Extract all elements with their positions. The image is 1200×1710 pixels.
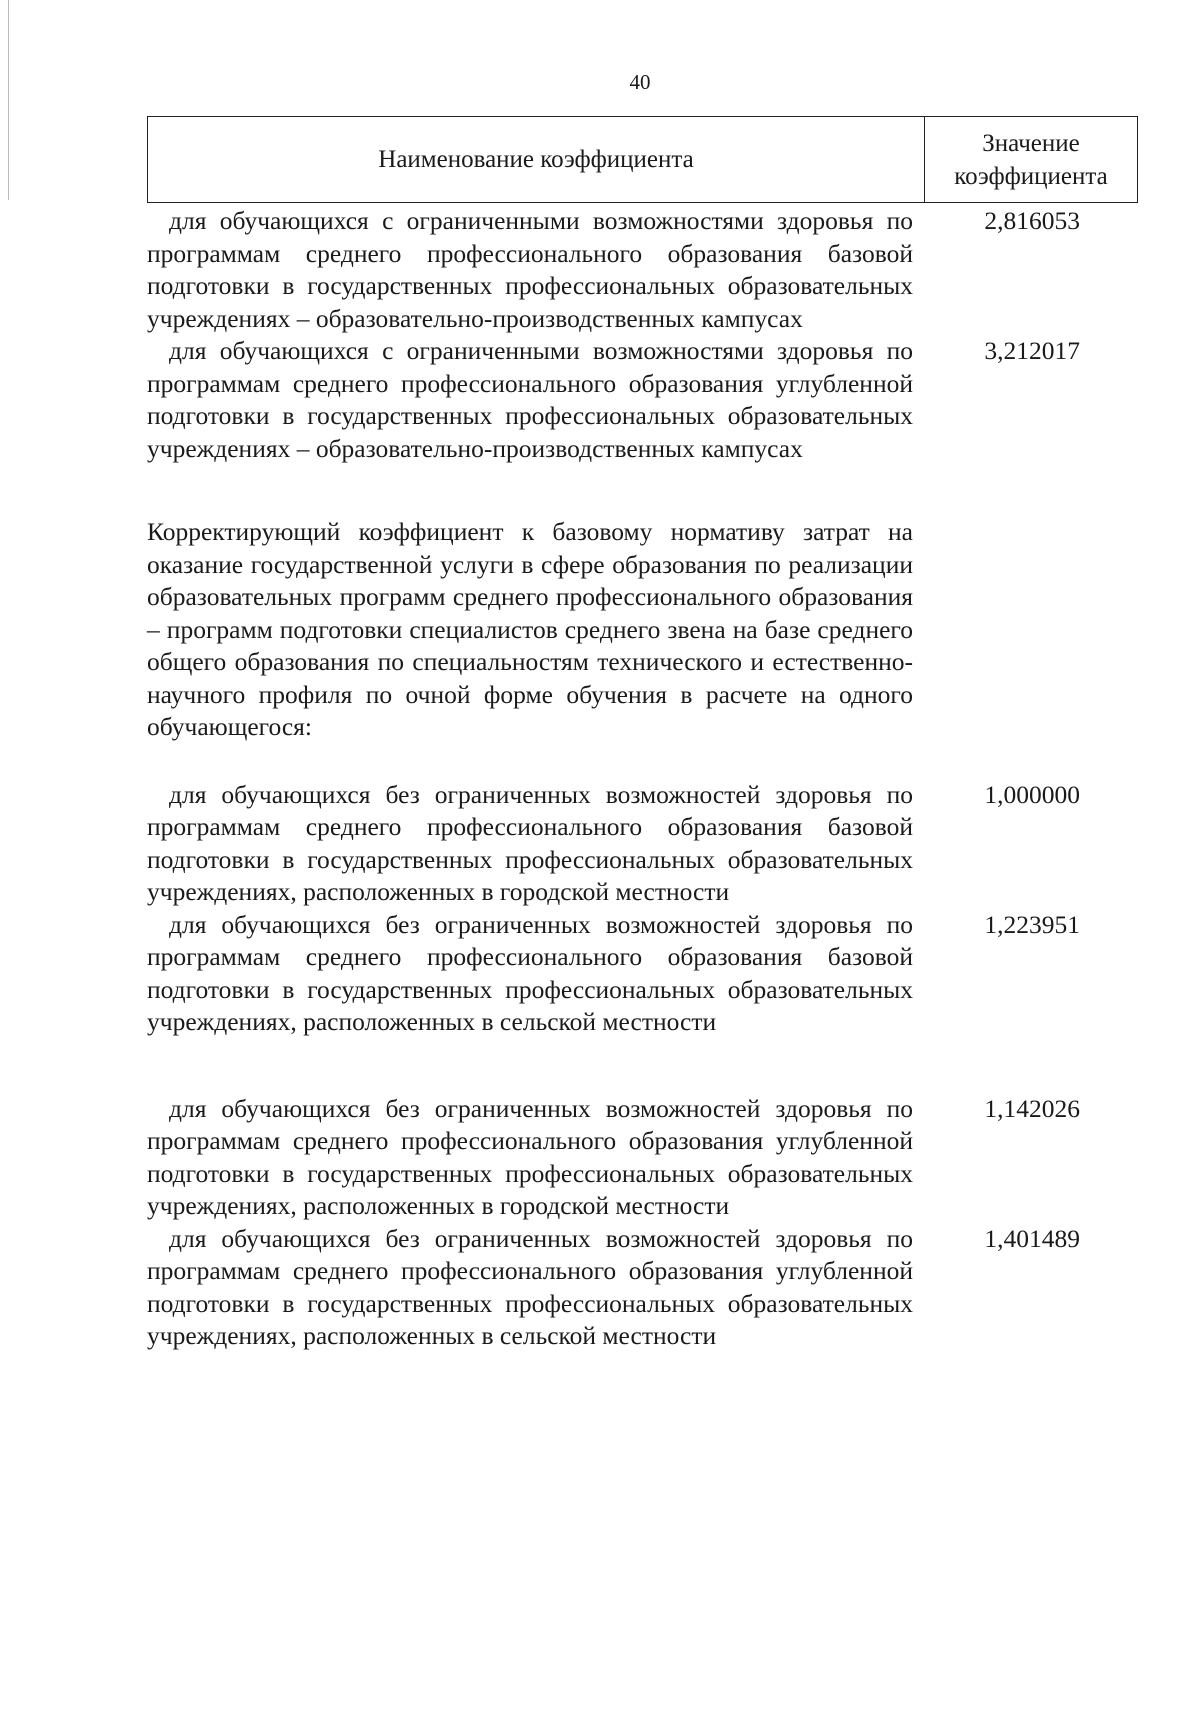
table-row (147, 1093, 1138, 1223)
table-row (147, 909, 1138, 1039)
header-value-line1: Значение (982, 129, 1080, 157)
coefficient-description: для обучающихся без ограниченных возможностей здоровья по программам среднего профессионального образования углубленной подготовки в государственных профессиональных образовательных учреждениях, расположенных в городской местности (147, 1093, 913, 1220)
coefficient-value: 1,000000 (984, 779, 1080, 809)
table-row (147, 1223, 1138, 1353)
table-row (147, 779, 1138, 909)
coefficient-value: 2,816053 (984, 206, 1080, 235)
header-value-column (925, 117, 1137, 202)
table-row (147, 205, 1138, 335)
scan-edge-line (8, 0, 10, 200)
coefficient-value: 1,142026 (984, 1093, 1080, 1123)
header-value-line2: коэффициента (954, 162, 1108, 190)
coefficient-description: для обучающихся с ограниченными возможностями здоровья по программам среднего профессионального образования углубленной подготовки в государственных профессиональных образовательных учреждениях – образовательно-производственных кампусах (147, 336, 913, 463)
coefficient-description: для обучающихся без ограниченных возможностей здоровья по программам среднего профессионального образования базовой подготовки в государственных профессиональных образовательных учреждениях, расположенных в сельской местности (147, 909, 913, 1036)
header-name-column: Наименование коэффициента (148, 117, 925, 202)
document-body (147, 205, 1138, 1353)
table-header (147, 116, 1138, 203)
coefficient-description: для обучающихся без ограниченных возможностей здоровья по программам среднего профессионального образования базовой подготовки в государственных профессиональных образовательных учреждениях, расположенных в городской местности (147, 779, 913, 906)
page-number: 40 (629, 70, 651, 94)
section-intro: Корректирующий коэффициент к базовому нормативу затрат на оказание государственной услуги в сфере образования по реализации образовательных программ среднего профессионального образования – программ подготовки специалистов среднего звена на базе среднего общего образования по специальностям технического и естественно-научного профиля по очной форме обучения в расчете на одного обучающегося: (147, 517, 913, 741)
coefficient-description: для обучающихся без ограниченных возможностей здоровья по программам среднего профессионального образования углубленной подготовки в государственных профессиональных образовательных учреждениях, расположенных в сельской местности (147, 1223, 913, 1350)
coefficient-value: 1,223951 (984, 909, 1080, 939)
coefficient-value: 3,212017 (984, 336, 1080, 365)
coefficient-description: для обучающихся с ограниченными возможностями здоровья по программам среднего профессионального образования базовой подготовки в государственных профессиональных образовательных учреждениях – образовательно-производственных кампусах (147, 206, 913, 333)
table-row (147, 335, 1138, 465)
coefficient-value: 1,401489 (984, 1223, 1080, 1253)
